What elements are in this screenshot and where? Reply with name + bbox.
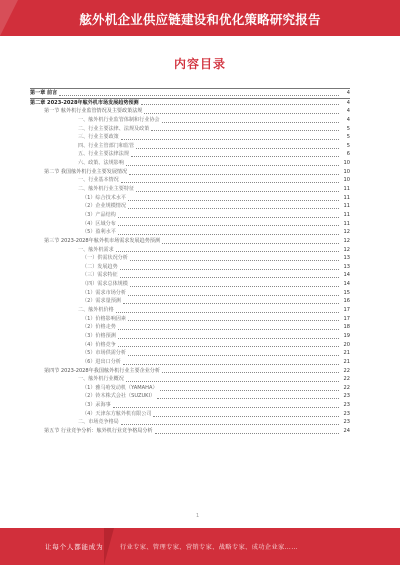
toc-entry-text: （4）天津东方舷外机有限公司: [82, 410, 152, 417]
toc-page-number: 11: [343, 194, 350, 201]
toc-page-number: 22: [343, 376, 350, 383]
toc-item-row[interactable]: [30, 384, 350, 393]
toc-leader-dots: [118, 217, 339, 218]
toc-item-row[interactable]: [30, 280, 350, 289]
toc-item-row[interactable]: [30, 194, 350, 203]
toc-item-row[interactable]: [30, 133, 350, 142]
toc-entry-text: （5）市场供需分析: [82, 350, 126, 357]
toc-leader-dots: [59, 95, 339, 96]
toc-item-row[interactable]: [30, 263, 350, 272]
toc-section-row[interactable]: [30, 237, 350, 246]
toc-item-row[interactable]: [30, 297, 350, 306]
toc-item-row[interactable]: [30, 392, 350, 401]
toc-entry-text: （6）进出口分析: [82, 358, 121, 365]
toc-item-row[interactable]: [30, 271, 350, 280]
toc-page-number: 14: [343, 272, 350, 279]
toc-page-number: 18: [343, 324, 350, 331]
toc-leader-dots: [128, 320, 339, 321]
toc-page-number: 24: [343, 427, 350, 434]
toc-leader-dots: [118, 234, 339, 235]
toc-page-number: 19: [343, 332, 350, 339]
toc-item-row[interactable]: [30, 228, 350, 237]
toc-leader-dots: [128, 295, 339, 296]
toc-leader-dots: [157, 398, 339, 399]
toc-page-number: 23: [343, 419, 350, 426]
toc-entry-text: （三）需求特征: [82, 272, 118, 279]
toc-page-number: 10: [343, 177, 350, 184]
toc-item-row[interactable]: [30, 418, 350, 427]
toc-entry-text: （二）发展趋势: [82, 263, 118, 270]
toc-item-row[interactable]: [30, 410, 350, 419]
toc-leader-dots: [120, 269, 339, 270]
toc-item-row[interactable]: [30, 306, 350, 315]
toc-page-number: 16: [343, 298, 350, 305]
toc-entry-text: （四）需求总体规模: [82, 281, 128, 288]
toc-item-row[interactable]: [30, 349, 350, 358]
toc-leader-dots: [123, 364, 339, 365]
toc-entry-text: 一、舷外机行业监管体制和行业协会: [78, 116, 160, 123]
toc-entry-text: 五、行业主要法律法规: [78, 151, 129, 158]
toc-entry-text: 二、行业主要法律、法规及政策: [78, 125, 150, 132]
toc-leader-dots: [162, 372, 339, 373]
toc-page-number: 12: [343, 237, 350, 244]
toc-entry-text: 六、政策、法规影响: [78, 160, 124, 167]
toc-entry-text: （3）产品结构: [82, 211, 116, 218]
toc-item-row[interactable]: [30, 211, 350, 220]
toc-entry-text: （1）综合技术水平: [82, 194, 126, 201]
toc-leader-dots: [118, 329, 339, 330]
toc-item-row[interactable]: [30, 332, 350, 341]
toc-item-row[interactable]: [30, 341, 350, 350]
toc-page-number: 10: [343, 168, 350, 175]
toc-leader-dots: [131, 156, 339, 157]
toc-page-number: 10: [343, 160, 350, 167]
toc-item-row[interactable]: [30, 315, 350, 324]
toc-section-row[interactable]: [30, 168, 350, 177]
toc-leader-dots: [126, 381, 339, 382]
toc-item-row[interactable]: [30, 289, 350, 298]
toc-entry-text: 三、行业主要政策: [78, 134, 119, 141]
toc-entry-text: 第二节 我国舷外机行业主要发展情况: [44, 168, 128, 175]
toc-page-number: 12: [343, 246, 350, 253]
toc-entry-text: 第一节 舷外机行业监管情况及主要政策法规: [44, 108, 143, 115]
toc-item-row[interactable]: [30, 323, 350, 332]
toc-entry-text: （1）价格影响因素: [82, 315, 126, 322]
toc-leader-dots: [136, 148, 339, 149]
toc-page-number: 20: [343, 341, 350, 348]
toc-page-number: 22: [343, 367, 350, 374]
toc-leader-dots: [116, 251, 339, 252]
toc-page-number: 23: [343, 410, 350, 417]
toc-leader-dots: [162, 122, 339, 123]
footer-banner: [0, 528, 400, 565]
toc-entry-text: 二、舷外机价格: [78, 307, 114, 314]
footer-slogan-left: 让每个人都能成为: [45, 543, 104, 551]
toc-entry-text: （2）铃木株式会社（SUZUKI）: [82, 393, 156, 400]
toc-entry-text: （5）盈利水平: [82, 229, 116, 236]
toc-leader-dots: [129, 174, 339, 175]
toc-page-number: 4: [346, 116, 350, 123]
toc-page-number: 11: [343, 211, 350, 218]
toc-item-row[interactable]: [30, 246, 350, 255]
toc-entry-text: （3）汞海事: [82, 402, 111, 409]
toc-leader-dots: [118, 225, 339, 226]
toc-entry-text: （一）供需状况分析: [82, 255, 128, 262]
toc-item-row[interactable]: [30, 202, 350, 211]
toc-item-row[interactable]: [30, 142, 350, 151]
table-of-contents: [30, 88, 350, 436]
toc-page-number: 6: [346, 151, 350, 158]
toc-entry-text: （4）价格竞争: [82, 341, 116, 348]
toc-leader-dots: [121, 139, 339, 140]
page-number: 1: [196, 513, 200, 519]
toc-leader-dots: [128, 355, 339, 356]
toc-page-number: 4: [346, 99, 350, 106]
toc-heading: 内容目录: [173, 57, 226, 71]
toc-page-number: 11: [343, 220, 350, 227]
toc-page-number: 23: [343, 393, 350, 400]
toc-leader-dots: [153, 416, 339, 417]
toc-chapter-row[interactable]: [30, 98, 350, 108]
toc-entry-text: 二、舷外机行业主要特征: [78, 186, 135, 193]
toc-leader-dots: [141, 104, 339, 105]
toc-section-row[interactable]: [30, 367, 350, 376]
toc-entry-text: （1）需求市场分析: [82, 289, 126, 296]
toc-entry-text: 四、行业主管部门和监管: [78, 142, 135, 149]
toc-entry-text: 第五节 行业竞争分析：舷外机行业竞争格局分析: [44, 427, 153, 434]
toc-entry-text: 第四节 2023-2028年我国舷外机行业主要企业分析: [44, 367, 160, 374]
toc-leader-dots: [118, 338, 339, 339]
toc-entry-text: 二、市场竞争格局: [78, 419, 119, 426]
toc-item-row[interactable]: [30, 401, 350, 410]
footer-slogan-right: 行业专家、管理专家、营销专家、战略专家、成功企业家……: [120, 544, 298, 551]
toc-leader-dots: [130, 286, 339, 287]
toc-item-row[interactable]: [30, 116, 350, 125]
toc-leader-dots: [160, 390, 339, 391]
toc-leader-dots: [123, 303, 339, 304]
toc-leader-dots: [121, 182, 339, 183]
toc-chapter-row[interactable]: [30, 88, 350, 98]
toc-page-number: 12: [343, 229, 350, 236]
toc-page-number: 15: [343, 289, 350, 296]
toc-item-row[interactable]: [30, 358, 350, 367]
toc-entry-text: 一、舷外机行业概况: [78, 376, 124, 383]
toc-entry-text: （4）区域分布: [82, 220, 116, 227]
toc-page-number: 11: [343, 186, 350, 193]
toc-leader-dots: [162, 243, 339, 244]
toc-page-number: 17: [343, 315, 350, 322]
toc-page-number: 11: [343, 203, 350, 210]
toc-entry-text: 第三节 2023-2028年舷外机市场需求发展趋势预测: [44, 237, 160, 244]
toc-page-number: 13: [343, 263, 350, 270]
toc-leader-dots: [128, 200, 339, 201]
toc-entry-text: 第二章 2023-2028年舷外机市场发展趋势预测: [30, 99, 139, 106]
toc-page-number: 5: [346, 142, 350, 149]
toc-page-number: 17: [343, 307, 350, 314]
toc-item-row[interactable]: [30, 185, 350, 194]
toc-item-row[interactable]: [30, 254, 350, 263]
toc-page-number: 21: [343, 350, 350, 357]
toc-page-number: 23: [343, 402, 350, 409]
toc-section-row[interactable]: [30, 427, 350, 436]
toc-section-row[interactable]: [30, 107, 350, 116]
toc-leader-dots: [151, 130, 339, 131]
toc-entry-text: 一、舷外机需求: [78, 246, 114, 253]
toc-page-number: 4: [346, 90, 350, 96]
toc-page-number: 14: [343, 281, 350, 288]
toc-page-number: 5: [346, 125, 350, 132]
toc-entry-text: （2）需求量预测: [82, 298, 121, 305]
toc-leader-dots: [126, 165, 339, 166]
toc-item-row[interactable]: [30, 375, 350, 384]
toc-leader-dots: [121, 424, 339, 425]
toc-entry-text: 第一章 前言: [30, 90, 58, 96]
toc-page-number: 21: [343, 358, 350, 365]
toc-page-number: 4: [346, 108, 350, 115]
toc-entry-text: 一、行业基本情况: [78, 177, 119, 184]
toc-item-row[interactable]: [30, 150, 350, 159]
toc-page-number: 22: [343, 384, 350, 391]
toc-entry-text: （2）企业规模情况: [82, 203, 126, 210]
toc-item-row[interactable]: [30, 159, 350, 168]
toc-leader-dots: [136, 191, 339, 192]
toc-page-number: 5: [346, 134, 350, 141]
toc-leader-dots: [130, 260, 339, 261]
footer-divider: [104, 528, 114, 565]
toc-leader-dots: [118, 346, 339, 347]
report-title: 舷外机企业供应链建设和优化策略研究报告: [79, 12, 321, 27]
toc-item-row[interactable]: [30, 176, 350, 185]
toc-leader-dots: [144, 113, 339, 114]
toc-leader-dots: [128, 208, 339, 209]
toc-leader-dots: [113, 407, 339, 408]
toc-page-number: 13: [343, 255, 350, 262]
toc-leader-dots: [116, 312, 339, 313]
toc-leader-dots: [120, 277, 339, 278]
report-header-banner: [0, 0, 400, 36]
toc-leader-dots: [155, 433, 339, 434]
toc-entry-text: （1）雅马哈发动机（YAMAHA）: [82, 384, 158, 391]
toc-entry-text: （2）价格走势: [82, 324, 116, 331]
toc-item-row[interactable]: [30, 125, 350, 134]
toc-item-row[interactable]: [30, 220, 350, 229]
toc-entry-text: （3）价格预测: [82, 332, 116, 339]
